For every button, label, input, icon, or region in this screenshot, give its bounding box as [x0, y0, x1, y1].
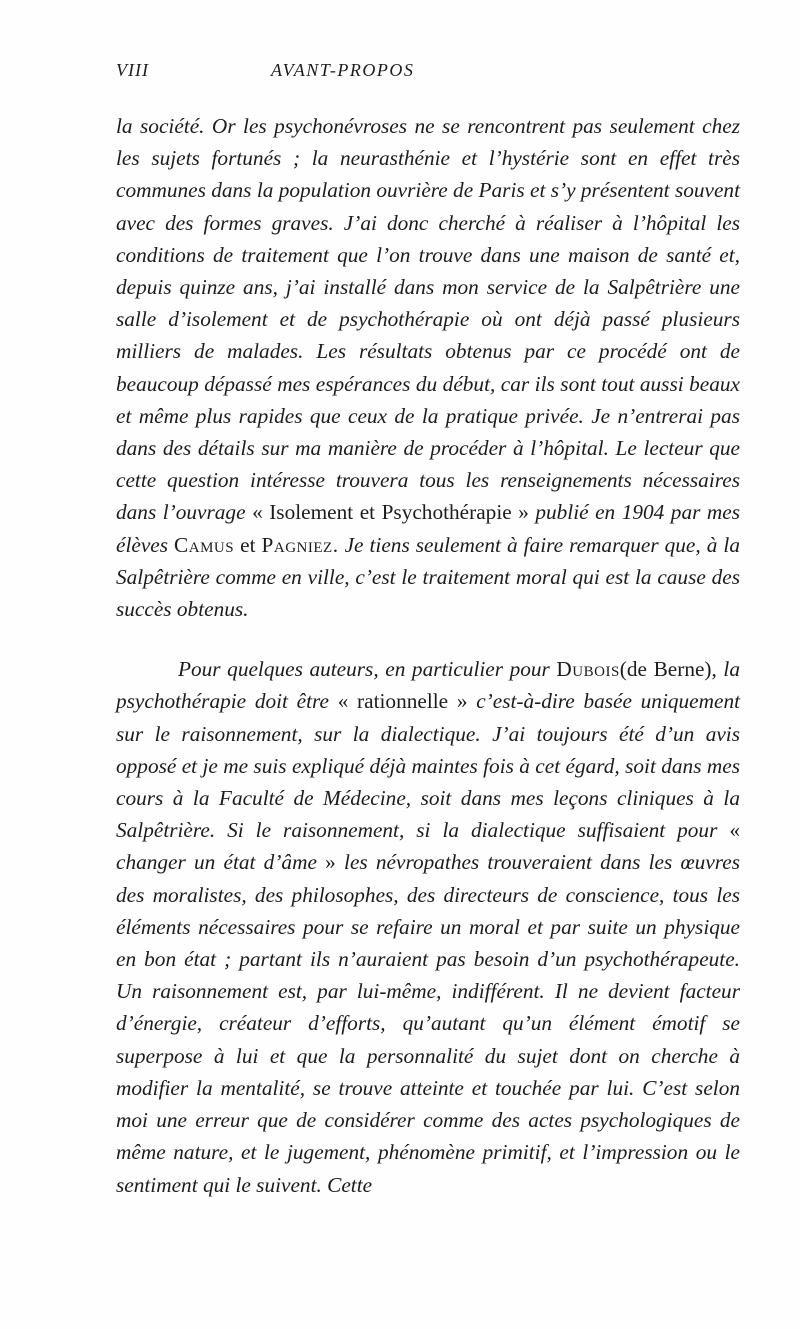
text-run: c’est-à-dire basée uniquement sur le raisonnement, sur la dialectique. J’ai toujours été d’un avis opposé et je me suis expliqué déjà maintes fois à cet égard, soit dans mes cours à la Faculté de Médecine, soit dans mes leçons cliniques à la Salpêtrière. Si le raisonnement, si la dialectique suffisaient pour: [116, 689, 741, 843]
quoted-phrase: changer un état d’âme: [116, 850, 317, 875]
author-name: Pagniez.: [261, 532, 339, 557]
running-head: AVANT-PROPOS: [271, 60, 415, 80]
quote-mark: «: [729, 818, 740, 843]
page-number: VIII: [116, 60, 149, 80]
paragraph: [116, 653, 740, 1200]
text-run: et: [240, 532, 256, 557]
text-run: les névropathes trouveraient dans les œuvres des moralistes, des philosophes, des directeurs de conscience, tous les éléments nécessaires pour se refaire un moral et par suite un physique en bon état ; partant ils n’auraient pas besoin d’un psychothérapeute. Un raisonnement est, par lui-même, indifférent. Il ne devient facteur d’énergie, créateur d’efforts, qu’autant qu’un élément émotif se superpose à lui et que la personnalité du sujet dont on cherche à modifier la mentalité, se trouve atteinte et touchée par lui. C’est selon moi une erreur que de considérer comme des actes psychologiques de même nature, et le jugement, phénomène primitif, et l’impression ou le sentiment qui le suivent. Cette: [116, 850, 741, 1197]
page-header: [116, 60, 736, 84]
text-run: Je tiens seulement à faire remarquer que, à la Salpêtrière comme en ville, c’est le traitement moral qui est la cause des succès obtenus.: [116, 532, 740, 622]
author-place: (de Berne),: [619, 657, 717, 682]
text-run: la société. Or les psychonévroses ne se rencontrent pas seulement chez les sujets fortunés ; la neurasthénie et l’hystérie sont en effet très communes dans la population ouvrière de Paris et s’y présentent souvent avec des formes graves. J’ai donc cherché à réaliser à l’hôpital les conditions de traitement que l’on trouve dans une maison de santé et, depuis quinze ans, j’ai installé dans mon service de la Salpêtrière une salle d’isolement et de psychothérapie où ont déjà passé plusieurs milliers de malades. Les résultats obtenus par ce procédé ont de beaucoup dépassé mes espérances du début, car ils sont tout aussi beaux et même plus rapides que ceux de la pratique privée. Je n’entrerai pas dans des détails sur ma manière de procéder à l’hôpital. Le lecteur que cette question intéresse trouvera tous les renseignements nécessaires dans l’ouvrage: [116, 114, 740, 525]
quoted-term: « rationnelle »: [337, 689, 468, 714]
author-name: Camus: [174, 532, 235, 557]
book-title: « Isolement et Psychothérapie »: [252, 500, 529, 525]
text-run: publié en 1904 par mes élèves: [116, 500, 741, 557]
text-run: la psychothérapie doit être: [116, 657, 740, 714]
text-run: Pour quelques auteurs, en particulier pour: [178, 657, 550, 682]
paragraph: [116, 110, 740, 625]
body-text: [116, 110, 740, 1201]
quote-mark: »: [325, 850, 336, 875]
author-name: Dubois: [556, 657, 620, 682]
